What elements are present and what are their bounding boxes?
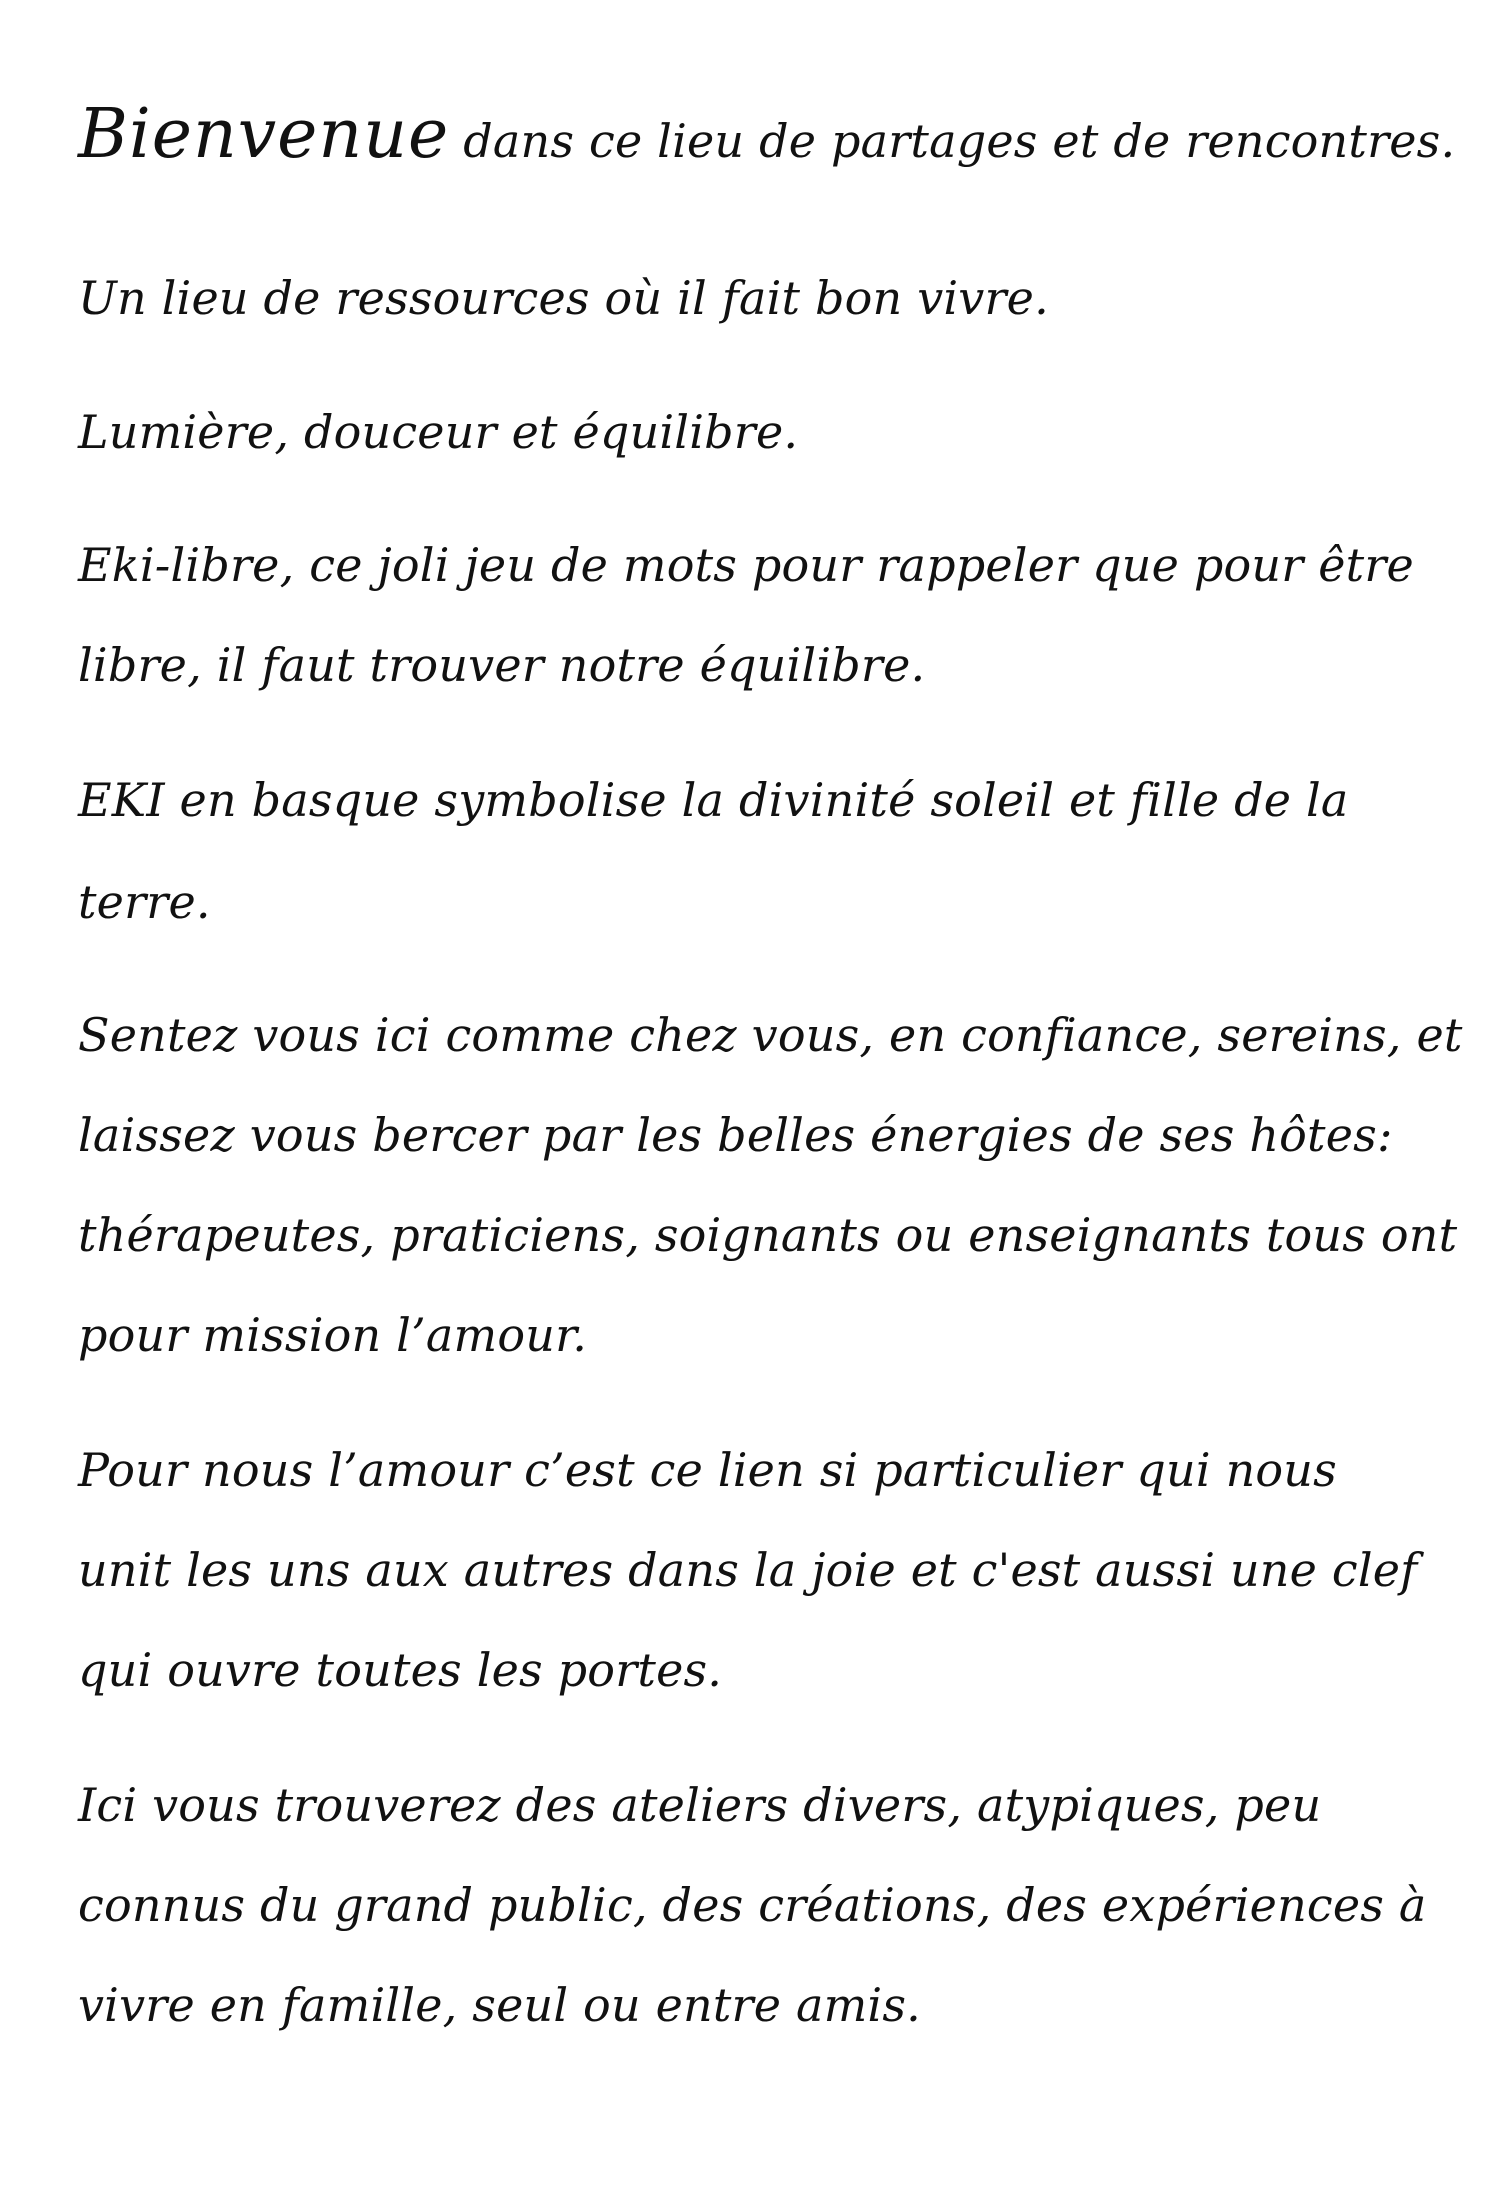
text-line-15: connus du grand public, des créations, des expériences à xyxy=(78,1878,1427,1932)
text-line-9: thérapeutes, praticiens, soignants ou enseignants tous ont xyxy=(78,1208,1458,1262)
text-line-4: libre, il faut trouver notre équilibre. xyxy=(78,638,926,692)
welcome-word: Bienvenue xyxy=(78,95,450,174)
text-line-13: qui ouvre toutes les portes. xyxy=(78,1643,723,1697)
text-line-2: Lumière, douceur et équilibre. xyxy=(78,405,799,459)
text-line-12: unit les uns aux autres dans la joie et c'est aussi une clef xyxy=(78,1543,1418,1597)
text-line-8: laissez vous bercer par les belles énergies de ses hôtes: xyxy=(78,1108,1393,1162)
text-line-3: Eki-libre, ce joli jeu de mots pour rappeler que pour être xyxy=(78,538,1414,592)
welcome-line xyxy=(78,95,1456,174)
text-line-11: Pour nous l’amour c’est ce lien si particulier qui nous xyxy=(78,1443,1337,1497)
text-line-16: vivre en famille, seul ou entre amis. xyxy=(78,1978,921,2032)
text-line-1: Un lieu de ressources où il fait bon vivre. xyxy=(78,271,1049,325)
text-line-6: terre. xyxy=(78,875,211,929)
text-line-7: Sentez vous ici comme chez vous, en confiance, sereins, et xyxy=(78,1008,1463,1062)
text-line-5: EKI en basque symbolise la divinité soleil et fille de la xyxy=(78,773,1349,827)
text-line-10: pour mission l’amour. xyxy=(78,1308,588,1362)
welcome-rest: dans ce lieu de partages et de rencontres. xyxy=(463,114,1456,168)
text-line-14: Ici vous trouverez des ateliers divers, atypiques, peu xyxy=(78,1778,1322,1832)
